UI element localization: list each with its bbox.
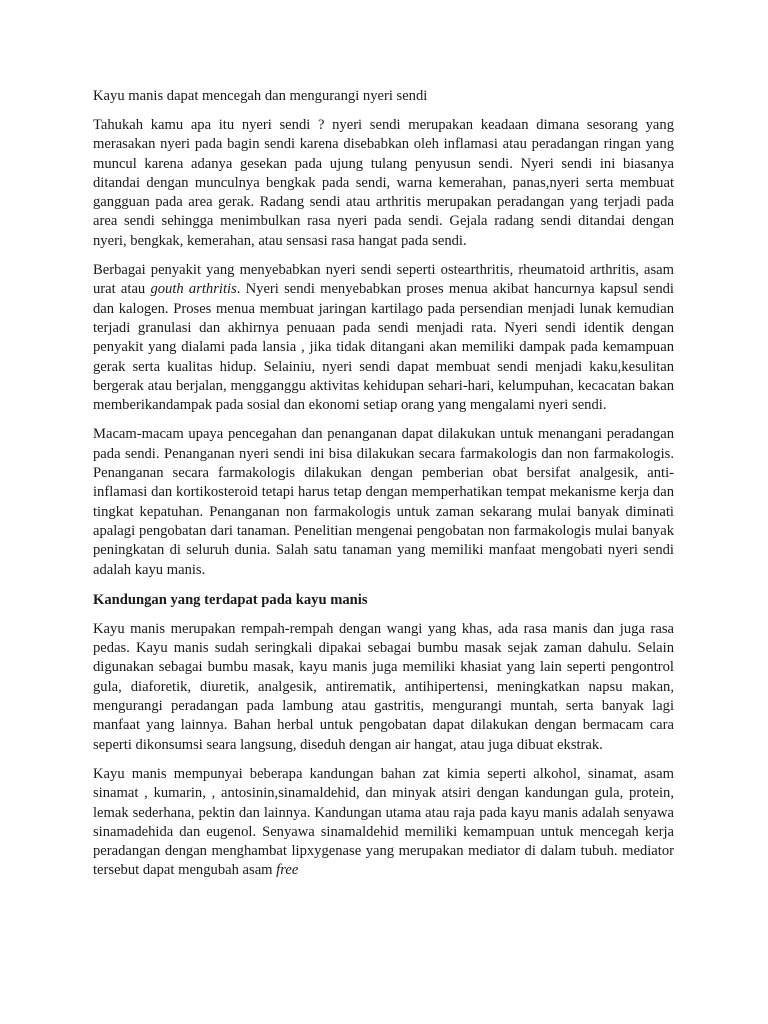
paragraph-5-italic: free <box>276 862 299 879</box>
paragraph-5-text: Kayu manis mempunyai beberapa kandungan bahan zat kimia seperti alkohol, sinamat, asam sinamat , kumarin, , antosinin,sinamaldehid, dan minyak atsiri dengan kandungan gula, protein, lemak sederhana, pektin dan lainnya. Kandungan utama atau raja pada kayu manis adalah senyawa sinamadehida dan eugenol. Senyawa sinamaldehid memiliki kemampuan untuk mencegah kerja peradangan dengan menghambat lipxygenase yang merupakan mediator di dalam tubuh. mediator tersebut dapat mengubah asam <box>93 765 674 879</box>
paragraph-4: Kayu manis merupakan rempah-rempah dengan wangi yang khas, ada rasa manis dan juga rasa pedas. Kayu manis sudah seringkali dipakai sebagai bumbu masak sejak zaman dahulu. Selain digunakan sebagai bumbu masak, kayu manis juga memiliki khasiat yang lain seperti pengontrol gula, diaforetik, diuretik, analgesik, antirematik, antihipertensi, meningkatkan napsu makan, mengurangi peradangan pada lambung atau gastritis, mengurangi muntah, serta banyak lagi manfaat yang lainnya. Bahan herbal untuk pengobatan dapat dilakukan dengan bermacam cara seperti dikonsumsi seara langsung, diseduh dengan air hangat, atau juga dibuat ekstrak. <box>93 620 674 753</box>
document-title: Kayu manis dapat mencegah dan mengurangi nyeri sendi <box>93 88 428 104</box>
paragraph-1: Tahukah kamu apa itu nyeri sendi ? nyeri sendi merupakan keadaan dimana sesorang yang merasakan nyeri pada bagin sendi karena disebabkan oleh inflamasi atau peradangan ringan yang muncul karena adanya gesekan pada ujung tulang penyusun sendi. Nyeri sendi ini biasanya ditandai dengan munculnya bengkak pada sendi, warna kemerahan, panas,nyeri serta membuat gangguan pada area gerak. Radang sendi atau arthritis merupakan peradangan yang terjadi pada area sendi sehingga menimbulkan rasa nyeri pada sendi. Gejala radang sendi ditandai dengan nyeri, bengkak, kemerahan, atau sensasi rasa hangat pada sendi. <box>93 117 674 249</box>
paragraph-2-text-b: . Nyeri sendi menyebabkan proses menua akibat hancurnya kapsul sendi dan kalogen. Proses menua membuat jaringan kartilago pada persendian menjadi lunak kemudian terjadi granulasi dan akhirnya penuaan pada sendi menjadi rata. Nyeri sendi identik dengan penyakit yang dialami pada lansia , jika tidak ditangani akan memiliki dampak pada kemampuan gerak serta kualitas hidup. Selainiu, nyeri sendi dapat membuat sendi menjadi kaku,kesulitan bergerak atau berjalan, mengganggu aktivitas kehidupan sehari-hari, kelumpuhan, kecacatan bakan memberikandampak pada sosial dan ekonomi setiap orang yang mengalami nyeri sendi. <box>93 281 674 414</box>
paragraph-3: Macam-macam upaya pencegahan dan penanganan dapat dilakukan untuk menangani peradangan pada sendi. Penanganan nyeri sendi ini bisa dilakukan secara farmakologis dan non farmakologis. Penanganan secara farmakologis dilakukan dengan pemberian obat bersifat analgesik, anti-inflamasi dan kortikosteroid tetapi harus tetap dengan memperhatikan tempat mekanisme kerja dan tingkat kepatuhan. Penanganan non farmakologis untuk zaman sekarang mulai banyak diminati apalagi pengobatan dari tanaman. Penelitian mengenai pengobatan non farmakologis mulai banyak peningkatan di seluruh dunia. Salah satu tanaman yang memiliki manfaat mengobati nyeri sendi adalah kayu manis. <box>93 426 674 578</box>
paragraph-2 <box>93 261 674 415</box>
paragraph-2-text-a: Berbagai penyakit yang menyebabkan nyeri sendi seperti ostearthritis, rheumatoid arthritis, asam urat atau <box>93 262 674 298</box>
paragraph-5 <box>93 765 674 881</box>
section-heading: Kandungan yang terdapat pada kayu manis <box>93 591 368 608</box>
paragraph-2-italic: gouth arthritis <box>150 281 237 298</box>
